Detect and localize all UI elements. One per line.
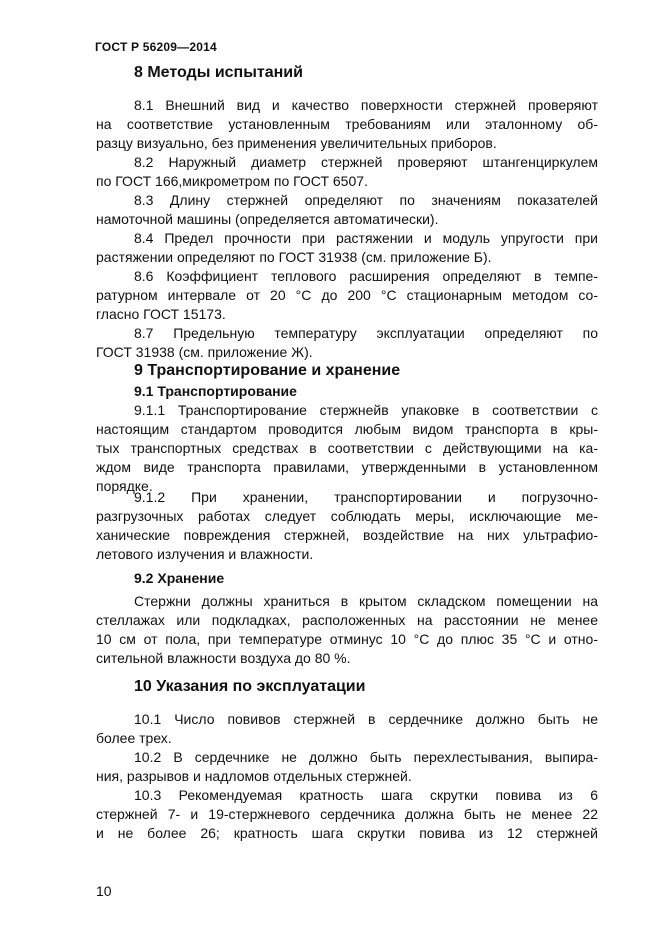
section-9-title: 9 Транспортирование и хранение (134, 362, 401, 379)
section-10-title: 10 Указания по эксплуатации (134, 678, 366, 695)
text-line: ГОСТ 31938 (см. приложение Ж). (96, 344, 313, 360)
paragraph-8-4 (96, 229, 598, 267)
paragraph-8-6 (96, 267, 598, 324)
subsection-9-1-title: 9.1 Транспортирование (134, 383, 297, 399)
paragraph-10-3 (96, 786, 598, 843)
text-line: растяжении определяют по ГОСТ 31938 (см. приложение Б). (96, 249, 492, 265)
text-line: настоящим стандартом проводится любым видом транспорта в кры- (96, 421, 598, 437)
text-line: намоточной машины (определяется автоматически). (96, 211, 439, 227)
text-line: Стержни должны храниться в крытом складском помещении на (134, 593, 598, 609)
text-line: 8.1 Внешний вид и качество поверхности стержней проверяют (134, 97, 598, 113)
text-line: летового излучения и влажности. (96, 546, 314, 562)
text-line: разгрузочных работах следует соблюдать меры, исключающие ме- (96, 508, 598, 524)
paragraph-8-2 (96, 153, 598, 191)
text-line: стержней 7- и 19-стержневого сердечника должна быть не менее 22 (96, 806, 598, 822)
text-line: ханические повреждения стержней, воздействие на них ультрафио- (96, 527, 598, 543)
text-line: стеллажах или подкладках, расположенных на расстоянии не менее (96, 612, 598, 628)
text-line: более трех. (96, 730, 172, 746)
text-line: 10.1 Число повивов стержней в сердечнике должно быть не (134, 711, 598, 727)
document-code: ГОСТ Р 56209—2014 (95, 40, 217, 54)
text-line: по ГОСТ 166,микрометром по ГОСТ 6507. (96, 173, 368, 189)
section-8-title: 8 Методы испытаний (134, 64, 303, 81)
text-line: на соответствие установленным требованиям или эталонному об- (96, 116, 598, 132)
text-line: 10.3 Рекомендуемая кратность шага скрутки повива из 6 (134, 787, 598, 803)
text-line: порядке. (96, 478, 153, 494)
text-line: ния, разрывов и надломов отдельных стержней. (96, 768, 412, 784)
paragraph-9-2 (96, 592, 598, 668)
paragraph-10-2 (96, 748, 598, 786)
text-line: тых транспортных средствах в соответствии с действующими на ка- (96, 440, 598, 456)
text-line: гласно ГОСТ 15173. (96, 306, 226, 322)
text-line: 8.6 Коэффициент теплового расширения определяют в темпе- (134, 268, 598, 284)
text-line: 8.4 Предел прочности при растяжении и модуль упругости при (134, 230, 598, 246)
paragraph-9-1-2 (96, 488, 598, 564)
text-line: и не более 26; кратность шага скрутки повива из 12 стержней (96, 825, 598, 841)
paragraph-10-1 (96, 710, 598, 748)
text-line: 8.7 Предельную температуру эксплуатации определяют по (134, 325, 598, 341)
paragraph-8-1 (96, 96, 598, 153)
text-line: 10.2 В сердечнике не должно быть перехлестывания, выпира- (134, 749, 598, 765)
paragraph-9-1-1 (96, 401, 598, 496)
text-line: 9.1.1 Транспортирование стержнейв упаковке в соответствии с (134, 402, 598, 418)
paragraph-8-3 (96, 191, 598, 229)
paragraph-8-7 (96, 324, 598, 362)
text-line: ратурном интервале от 20 °С до 200 °С стационарным методом со- (96, 287, 598, 303)
text-line: 10 см от пола, при температуре отминус 10 °С до плюс 35 °С и отно- (96, 631, 598, 647)
page-number: 10 (96, 883, 112, 899)
text-line: 8.2 Наружный диаметр стержней проверяют штангенциркулем (134, 154, 598, 170)
text-line: разцу визуально, без применения увеличительных приборов. (96, 135, 497, 151)
text-line: 9.1.2 При хранении, транспортировании и погрузочно- (134, 489, 598, 505)
subsection-9-2-title: 9.2 Хранение (134, 570, 225, 586)
text-line: 8.3 Длину стержней определяют по значениям показателей (134, 192, 598, 208)
text-line: ждом виде транспорта правилами, утвержденными в установленном (96, 459, 598, 475)
text-line: сительной влажности воздуха до 80 %. (96, 650, 351, 666)
